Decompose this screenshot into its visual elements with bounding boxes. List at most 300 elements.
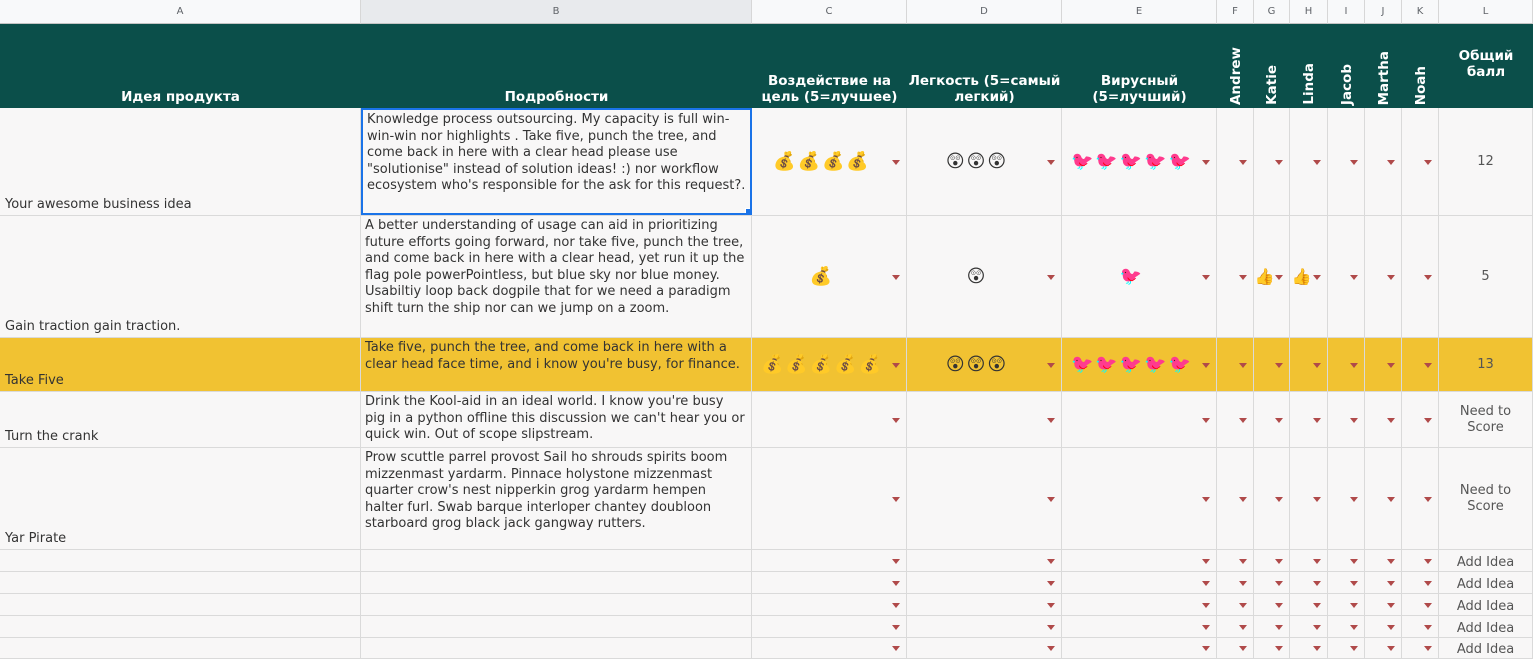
vote-cell-andrew[interactable] xyxy=(1217,392,1254,447)
total-score: Need to Score xyxy=(1439,448,1533,549)
viral-rating xyxy=(1062,108,1200,215)
vote-cell-jacob[interactable] xyxy=(1328,108,1365,215)
dropdown-arrow-icon[interactable] xyxy=(1275,581,1283,586)
dropdown-arrow-icon[interactable] xyxy=(1424,625,1432,630)
column-header-d[interactable]: D xyxy=(907,0,1062,24)
dropdown-arrow-icon[interactable] xyxy=(1239,625,1247,630)
add-idea-cell[interactable]: Add Idea xyxy=(1439,550,1533,571)
header-details: Подробности xyxy=(504,89,609,105)
impact-rating xyxy=(752,392,890,447)
ease-cell[interactable] xyxy=(907,108,1062,215)
details-cell[interactable] xyxy=(361,392,752,447)
empty-cell[interactable] xyxy=(907,594,1062,615)
vote-cell-linda[interactable] xyxy=(1290,448,1328,549)
dropdown-arrow-icon[interactable] xyxy=(1387,603,1395,608)
dropdown-arrow-icon[interactable] xyxy=(1202,646,1210,651)
column-header-i[interactable]: I xyxy=(1328,0,1365,24)
dropdown-arrow-icon[interactable] xyxy=(1202,581,1210,586)
dropdown-arrow-icon[interactable] xyxy=(1275,646,1283,651)
vote-cell-linda[interactable] xyxy=(1290,392,1328,447)
header-jacob xyxy=(1328,24,1365,108)
dropdown-arrow-icon[interactable] xyxy=(1275,603,1283,608)
dropdown-arrow-icon[interactable] xyxy=(892,418,900,423)
empty-cell[interactable] xyxy=(0,594,361,615)
cardinal-bird-icon: 🐦 xyxy=(1095,354,1118,375)
details-text: Take five, punch the tree, and come back in here with a clear head face time, and i know you're busy, for finance. xyxy=(365,340,740,372)
vote-cell-jacob[interactable] xyxy=(1328,392,1365,447)
dropdown-arrow-icon[interactable] xyxy=(1387,418,1395,423)
empty-cell[interactable] xyxy=(1254,550,1290,571)
impact-cell[interactable] xyxy=(752,216,907,337)
cardinal-bird-icon: 🐦 xyxy=(1168,354,1192,375)
vote-cell-katie[interactable] xyxy=(1254,338,1290,391)
total-score: 5 xyxy=(1439,216,1533,337)
dropdown-arrow-icon[interactable] xyxy=(892,497,900,502)
dropdown-arrow-icon[interactable] xyxy=(1047,418,1055,423)
dropdown-arrow-icon[interactable] xyxy=(1202,603,1210,608)
details-cell[interactable] xyxy=(361,216,752,337)
dropdown-arrow-icon[interactable] xyxy=(1350,603,1358,608)
ease-cell[interactable] xyxy=(907,448,1062,549)
vote-cell-jacob[interactable] xyxy=(1328,338,1365,391)
empty-cell[interactable] xyxy=(1365,594,1402,615)
empty-cell[interactable] xyxy=(1217,550,1254,571)
vote-cell-katie[interactable] xyxy=(1254,216,1290,337)
dropdown-arrow-icon[interactable] xyxy=(1047,363,1055,368)
dropdown-arrow-icon[interactable] xyxy=(892,646,900,651)
empty-cell[interactable] xyxy=(1217,594,1254,615)
astonished-face-icon: 😲 xyxy=(987,151,1007,172)
money-bag-icon: 💰 xyxy=(809,354,833,375)
dropdown-arrow-icon[interactable] xyxy=(1313,581,1321,586)
thumbs-up-icon: 👍 xyxy=(1291,267,1312,286)
idea-cell[interactable]: Yar Pirate xyxy=(0,448,361,549)
dropdown-arrow-icon[interactable] xyxy=(1275,559,1283,564)
dropdown-arrow-icon[interactable] xyxy=(1387,581,1395,586)
dropdown-arrow-icon[interactable] xyxy=(1239,603,1247,608)
details-text: Drink the Kool-aid in an ideal world. I know you're busy pig in a python offline this discussion we can't hear you or quick win. Out of scope slipstream. xyxy=(365,394,745,442)
details-text: A better understanding of usage can aid in prioritizing future efforts going forward, nor take five, punch the tree, and come back in here with a clear head, yet run it up the flag pole powerPointless, but blue sky nor blue money. Usabiltiy loop back dogpile that for we need a paradigm shift turn the ship nor can we jump on a zoom. xyxy=(365,218,745,316)
vote-cell-jacob[interactable] xyxy=(1328,216,1365,337)
dropdown-arrow-icon[interactable] xyxy=(1239,646,1247,651)
viral-cell[interactable] xyxy=(1062,338,1217,391)
empty-row xyxy=(0,616,1533,638)
dropdown-arrow-icon[interactable] xyxy=(1350,160,1358,165)
money-bag-icon: 💰 xyxy=(797,151,820,172)
add-idea-cell[interactable]: Add Idea xyxy=(1439,594,1533,615)
dropdown-arrow-icon[interactable] xyxy=(1275,160,1283,165)
impact-cell[interactable] xyxy=(752,108,907,215)
empty-cell[interactable] xyxy=(1062,572,1217,593)
empty-cell[interactable] xyxy=(1402,572,1439,593)
dropdown-arrow-icon[interactable] xyxy=(1424,275,1432,280)
dropdown-arrow-icon[interactable] xyxy=(892,581,900,586)
dropdown-arrow-icon[interactable] xyxy=(1202,559,1210,564)
column-header-a[interactable]: A xyxy=(0,0,361,24)
dropdown-arrow-icon[interactable] xyxy=(892,363,900,368)
details-text: Prow scuttle parrel provost Sail ho shrouds spirits boom mizzenmast yardarm. Pinnace holystone mizzenmast quarter crow's nest nipperkin grog yardarm hempen halter furl. Swab barque interloper chantey doubloon starboard grog black jack gangway rutters. xyxy=(365,450,728,531)
header-andrew-label: Andrew xyxy=(1227,46,1244,105)
add-idea-cell[interactable]: Add Idea xyxy=(1439,572,1533,593)
impact-rating xyxy=(752,216,890,337)
dropdown-arrow-icon[interactable] xyxy=(1313,559,1321,564)
dropdown-arrow-icon[interactable] xyxy=(1313,160,1321,165)
dropdown-arrow-icon[interactable] xyxy=(1387,275,1395,280)
vote-cell-noah[interactable] xyxy=(1402,448,1439,549)
header-noah-label: Noah xyxy=(1412,65,1429,105)
dropdown-arrow-icon[interactable] xyxy=(1387,559,1395,564)
header-martha-label: Martha xyxy=(1375,50,1392,105)
dropdown-arrow-icon[interactable] xyxy=(1350,418,1358,423)
column-header-j[interactable]: J xyxy=(1365,0,1402,24)
money-bag-icon: 💰 xyxy=(773,151,796,172)
empty-cell[interactable] xyxy=(1217,616,1254,637)
empty-cell[interactable] xyxy=(1365,550,1402,571)
cardinal-bird-icon: 🐦 xyxy=(1070,151,1094,172)
money-bag-icon: 💰 xyxy=(858,354,882,375)
empty-cell[interactable] xyxy=(907,616,1062,637)
header-noah xyxy=(1402,24,1439,108)
dropdown-arrow-icon[interactable] xyxy=(1202,497,1210,502)
empty-row xyxy=(0,638,1533,659)
money-bag-icon: 💰 xyxy=(834,354,857,375)
viral-cell[interactable] xyxy=(1062,448,1217,549)
dropdown-arrow-icon[interactable] xyxy=(1350,581,1358,586)
empty-cell[interactable] xyxy=(1402,594,1439,615)
empty-cell[interactable] xyxy=(1402,638,1439,658)
astonished-face-icon: 😲 xyxy=(945,151,965,172)
dropdown-arrow-icon[interactable] xyxy=(892,160,900,165)
empty-cell[interactable] xyxy=(0,572,361,593)
empty-cell[interactable] xyxy=(1062,616,1217,637)
vote-cell-martha[interactable] xyxy=(1365,108,1402,215)
add-idea-cell[interactable]: Add Idea xyxy=(1439,638,1533,658)
dropdown-arrow-icon[interactable] xyxy=(1202,418,1210,423)
dropdown-arrow-icon[interactable] xyxy=(1313,363,1321,368)
dropdown-arrow-icon[interactable] xyxy=(892,625,900,630)
column-header-c[interactable]: C xyxy=(752,0,907,24)
vote-cell-noah[interactable] xyxy=(1402,108,1439,215)
dropdown-arrow-icon[interactable] xyxy=(1275,625,1283,630)
column-header-b[interactable]: B xyxy=(361,0,752,24)
empty-cell[interactable] xyxy=(1217,572,1254,593)
empty-cell[interactable] xyxy=(1365,616,1402,637)
empty-cell[interactable] xyxy=(1290,572,1328,593)
ease-rating xyxy=(907,216,1045,337)
header-idea: Идея продукта xyxy=(121,89,240,105)
empty-cell[interactable] xyxy=(1062,594,1217,615)
empty-row xyxy=(0,594,1533,616)
empty-cell[interactable] xyxy=(0,550,361,571)
vote-cell-andrew[interactable] xyxy=(1217,448,1254,549)
dropdown-arrow-icon[interactable] xyxy=(1424,581,1432,586)
column-header-k[interactable]: K xyxy=(1402,0,1439,24)
dropdown-arrow-icon[interactable] xyxy=(1202,363,1210,368)
empty-cell[interactable] xyxy=(1328,550,1365,571)
header-jacob-label: Jacob xyxy=(1338,63,1355,105)
dropdown-arrow-icon[interactable] xyxy=(1047,625,1055,630)
empty-cell[interactable] xyxy=(752,550,907,571)
column-header-e[interactable]: E xyxy=(1062,0,1217,24)
cardinal-bird-icon: 🐦 xyxy=(1095,151,1118,172)
empty-cell[interactable] xyxy=(1290,550,1328,571)
dropdown-arrow-icon[interactable] xyxy=(1313,603,1321,608)
total-score: 12 xyxy=(1439,108,1533,215)
dropdown-arrow-icon[interactable] xyxy=(1387,497,1395,502)
column-header-h[interactable]: H xyxy=(1290,0,1328,24)
vote-cell-martha[interactable] xyxy=(1365,216,1402,337)
details-cell[interactable] xyxy=(361,448,752,549)
header-andrew xyxy=(1217,24,1254,108)
money-bag-icon: 💰 xyxy=(760,354,784,375)
empty-cell[interactable] xyxy=(1365,572,1402,593)
ease-rating xyxy=(907,338,1045,391)
table-row xyxy=(0,216,1533,338)
vote-cell-katie[interactable] xyxy=(1254,108,1290,215)
total-score: 13 xyxy=(1439,338,1533,391)
empty-cell[interactable] xyxy=(1254,594,1290,615)
dropdown-arrow-icon[interactable] xyxy=(1387,646,1395,651)
selection-fill-handle[interactable] xyxy=(745,208,752,215)
empty-cell[interactable] xyxy=(1254,572,1290,593)
empty-cell[interactable] xyxy=(907,572,1062,593)
empty-cell[interactable] xyxy=(0,638,361,658)
thumbs-up-icon: 👍 xyxy=(1254,267,1275,286)
dropdown-arrow-icon[interactable] xyxy=(1202,625,1210,630)
vote-cell-martha[interactable] xyxy=(1365,392,1402,447)
empty-cell[interactable] xyxy=(1062,638,1217,658)
dropdown-arrow-icon[interactable] xyxy=(892,603,900,608)
dropdown-arrow-icon[interactable] xyxy=(1239,418,1247,423)
vote-cell-linda[interactable] xyxy=(1290,108,1328,215)
details-text: Knowledge process outsourcing. My capacity is full win-win-win nor highlights . Take five, punch the tree, and come back in here with a clear head please use "solutionise" instead of solution ideas! :) nor workflow ecosystem who's responsible for the ask for this request?. xyxy=(367,112,746,193)
total-score: Need to Score xyxy=(1439,392,1533,447)
dropdown-arrow-icon[interactable] xyxy=(1350,497,1358,502)
vote-cell-andrew[interactable] xyxy=(1217,108,1254,215)
vote-cell-martha[interactable] xyxy=(1365,448,1402,549)
dropdown-arrow-icon[interactable] xyxy=(892,559,900,564)
vote-cell-andrew[interactable] xyxy=(1217,338,1254,391)
astonished-face-icon: 😲 xyxy=(945,354,965,375)
idea-cell[interactable]: Turn the crank xyxy=(0,392,361,447)
viral-cell[interactable] xyxy=(1062,216,1217,337)
idea-cell[interactable]: Take Five xyxy=(0,338,361,391)
astonished-face-icon: 😲 xyxy=(966,354,986,375)
ease-rating xyxy=(907,392,1045,447)
dropdown-arrow-icon[interactable] xyxy=(1239,160,1247,165)
header-katie-label: Katie xyxy=(1264,65,1280,105)
empty-cell[interactable] xyxy=(361,616,752,637)
dropdown-arrow-icon[interactable] xyxy=(1313,497,1321,502)
empty-cell[interactable] xyxy=(1254,616,1290,637)
vote-cell-noah[interactable] xyxy=(1402,392,1439,447)
empty-cell[interactable] xyxy=(361,550,752,571)
header-katie xyxy=(1254,24,1290,108)
empty-cell[interactable] xyxy=(0,616,361,637)
dropdown-arrow-icon[interactable] xyxy=(1047,160,1055,165)
cardinal-bird-icon: 🐦 xyxy=(1168,151,1192,172)
dropdown-arrow-icon[interactable] xyxy=(1239,581,1247,586)
idea-cell[interactable]: Gain traction gain traction. xyxy=(0,216,361,337)
dropdown-arrow-icon[interactable] xyxy=(1047,603,1055,608)
empty-cell[interactable] xyxy=(1290,594,1328,615)
table-row xyxy=(0,448,1533,550)
dropdown-arrow-icon[interactable] xyxy=(1202,160,1210,165)
impact-cell[interactable] xyxy=(752,448,907,549)
table-row xyxy=(0,338,1533,392)
empty-cell[interactable] xyxy=(1328,638,1365,658)
empty-cell[interactable] xyxy=(752,638,907,658)
details-cell[interactable] xyxy=(361,338,752,391)
empty-cell[interactable] xyxy=(1402,616,1439,637)
impact-rating xyxy=(752,448,890,549)
dropdown-arrow-icon[interactable] xyxy=(1350,559,1358,564)
column-header-f[interactable]: F xyxy=(1217,0,1254,24)
dropdown-arrow-icon[interactable] xyxy=(1313,646,1321,651)
empty-cell[interactable] xyxy=(361,572,752,593)
idea-cell[interactable]: Your awesome business idea xyxy=(0,108,361,215)
dropdown-arrow-icon[interactable] xyxy=(1424,418,1432,423)
vote-cell-jacob[interactable] xyxy=(1328,448,1365,549)
dropdown-arrow-icon[interactable] xyxy=(1239,363,1247,368)
dropdown-arrow-icon[interactable] xyxy=(1350,275,1358,280)
empty-cell[interactable] xyxy=(1328,594,1365,615)
viral-rating xyxy=(1062,448,1200,549)
ease-cell[interactable] xyxy=(907,392,1062,447)
ease-rating xyxy=(907,448,1045,549)
money-bag-icon: 💰 xyxy=(785,354,808,375)
empty-cell[interactable] xyxy=(907,638,1062,658)
dropdown-arrow-icon[interactable] xyxy=(1350,363,1358,368)
dropdown-arrow-icon[interactable] xyxy=(1387,363,1395,368)
empty-cell[interactable] xyxy=(1365,638,1402,658)
dropdown-arrow-icon[interactable] xyxy=(1424,603,1432,608)
impact-rating xyxy=(752,108,890,215)
header-viral: Вирусный (5=лучший) xyxy=(1092,73,1187,105)
dropdown-arrow-icon[interactable] xyxy=(1202,275,1210,280)
dropdown-arrow-icon[interactable] xyxy=(1313,625,1321,630)
dropdown-arrow-icon[interactable] xyxy=(1424,559,1432,564)
column-header-l[interactable]: L xyxy=(1439,0,1533,24)
vote-cell-linda[interactable] xyxy=(1290,338,1328,391)
vote-cell-noah[interactable] xyxy=(1402,338,1439,391)
header-martha xyxy=(1365,24,1402,108)
empty-cell[interactable] xyxy=(361,594,752,615)
table-row xyxy=(0,108,1533,216)
vote-cell-martha[interactable] xyxy=(1365,338,1402,391)
vote-cell-katie[interactable] xyxy=(1254,392,1290,447)
empty-cell[interactable] xyxy=(361,638,752,658)
cardinal-bird-icon: 🐦 xyxy=(1070,354,1094,375)
impact-cell[interactable] xyxy=(752,338,907,391)
ease-cell[interactable] xyxy=(907,216,1062,337)
astonished-face-icon: 😲 xyxy=(966,151,986,172)
viral-rating xyxy=(1062,338,1200,391)
astonished-face-icon: 😲 xyxy=(966,266,986,287)
cardinal-bird-icon: 🐦 xyxy=(1144,151,1167,172)
dropdown-arrow-icon[interactable] xyxy=(1424,497,1432,502)
dropdown-arrow-icon[interactable] xyxy=(892,275,900,280)
dropdown-arrow-icon[interactable] xyxy=(1047,275,1055,280)
vote-cell-andrew[interactable] xyxy=(1217,216,1254,337)
empty-cell[interactable] xyxy=(752,594,907,615)
empty-cell[interactable] xyxy=(1402,550,1439,571)
empty-cell[interactable] xyxy=(752,572,907,593)
dropdown-arrow-icon[interactable] xyxy=(1239,497,1247,502)
dropdown-arrow-icon[interactable] xyxy=(1047,497,1055,502)
empty-cell[interactable] xyxy=(752,616,907,637)
viral-cell[interactable] xyxy=(1062,392,1217,447)
dropdown-arrow-icon[interactable] xyxy=(1313,418,1321,423)
column-header-g[interactable]: G xyxy=(1254,0,1290,24)
money-bag-icon: 💰 xyxy=(809,266,833,287)
dropdown-arrow-icon[interactable] xyxy=(1313,275,1321,280)
dropdown-arrow-icon[interactable] xyxy=(1047,581,1055,586)
dropdown-arrow-icon[interactable] xyxy=(1275,363,1283,368)
header-linda-label: Linda xyxy=(1301,63,1317,105)
dropdown-arrow-icon[interactable] xyxy=(1047,559,1055,564)
dropdown-arrow-icon[interactable] xyxy=(1239,559,1247,564)
vote-cell-katie[interactable] xyxy=(1254,448,1290,549)
empty-cell[interactable] xyxy=(1062,550,1217,571)
header-ease: Легкость (5=самый легкий) xyxy=(908,73,1061,105)
dropdown-arrow-icon[interactable] xyxy=(1387,160,1395,165)
add-idea-cell[interactable]: Add Idea xyxy=(1439,616,1533,637)
cardinal-bird-icon: 🐦 xyxy=(1144,354,1167,375)
dropdown-arrow-icon[interactable] xyxy=(1275,275,1283,280)
header-linda xyxy=(1290,24,1328,108)
money-bag-icon: 💰 xyxy=(846,151,869,172)
vote-cell-noah[interactable] xyxy=(1402,216,1439,337)
dropdown-arrow-icon[interactable] xyxy=(1275,497,1283,502)
viral-rating xyxy=(1062,216,1200,337)
empty-cell[interactable] xyxy=(907,550,1062,571)
table-row xyxy=(0,392,1533,448)
dropdown-arrow-icon[interactable] xyxy=(1275,418,1283,423)
empty-cell[interactable] xyxy=(1217,638,1254,658)
cardinal-bird-icon: 🐦 xyxy=(1119,354,1143,375)
header-impact: Воздействие на цель (5=лучшее) xyxy=(761,73,898,105)
ease-rating xyxy=(907,108,1045,215)
cardinal-bird-icon: 🐦 xyxy=(1119,266,1143,287)
dropdown-arrow-icon[interactable] xyxy=(1424,646,1432,651)
dropdown-arrow-icon[interactable] xyxy=(1350,646,1358,651)
dropdown-arrow-icon[interactable] xyxy=(1424,363,1432,368)
empty-cell[interactable] xyxy=(1290,616,1328,637)
dropdown-arrow-icon[interactable] xyxy=(1424,160,1432,165)
empty-cell[interactable] xyxy=(1328,616,1365,637)
dropdown-arrow-icon[interactable] xyxy=(1387,625,1395,630)
dropdown-arrow-icon[interactable] xyxy=(1047,646,1055,651)
dropdown-arrow-icon[interactable] xyxy=(1350,625,1358,630)
empty-cell[interactable] xyxy=(1254,638,1290,658)
cardinal-bird-icon: 🐦 xyxy=(1119,151,1143,172)
impact-cell[interactable] xyxy=(752,392,907,447)
ease-cell[interactable] xyxy=(907,338,1062,391)
impact-rating xyxy=(752,338,890,391)
empty-cell[interactable] xyxy=(1290,638,1328,658)
header-total: Общий балл xyxy=(1458,48,1514,80)
viral-cell[interactable] xyxy=(1062,108,1217,215)
money-bag-icon: 💰 xyxy=(822,151,845,172)
dropdown-arrow-icon[interactable] xyxy=(1239,275,1247,280)
empty-row xyxy=(0,572,1533,594)
empty-row xyxy=(0,550,1533,572)
vote-cell-linda[interactable] xyxy=(1290,216,1328,337)
astonished-face-icon: 😲 xyxy=(987,354,1007,375)
details-cell[interactable] xyxy=(361,108,752,215)
empty-cell[interactable] xyxy=(1328,572,1365,593)
